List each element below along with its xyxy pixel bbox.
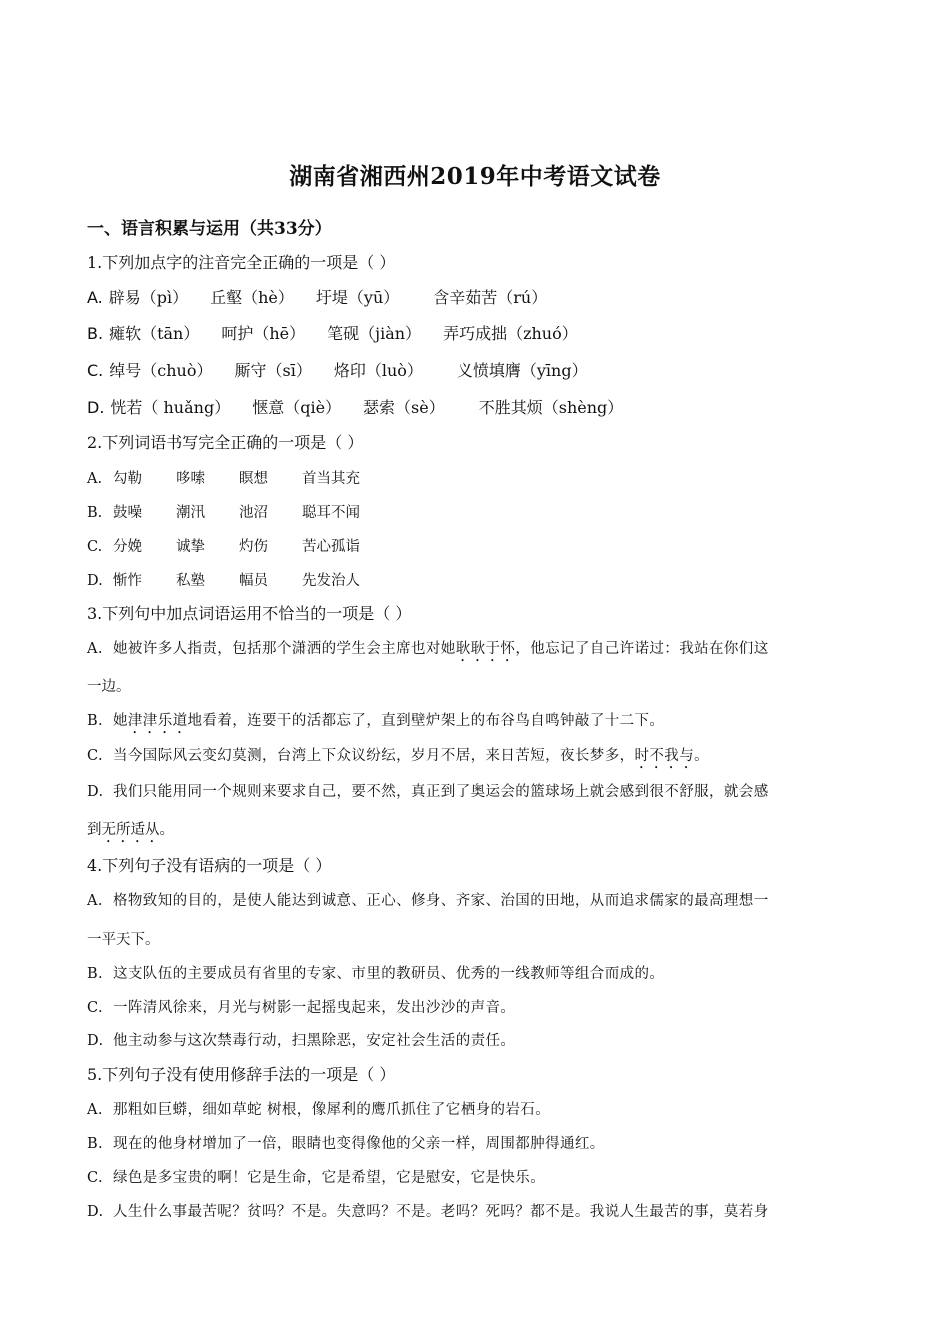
option-text: 他主动参与这次禁毒行动，扫黑除恶，安定社会生活的责任。: [113, 1033, 516, 1049]
question-1-stem: 1.下列加点字的注音完全正确的一项是（ ）: [87, 253, 396, 272]
option-word: 惬意（qiè）: [252, 398, 342, 417]
option-word: 池沼: [239, 505, 268, 521]
option-word: 瑟索（sè）: [363, 398, 445, 417]
option-word: 义愤填膺（yīng）: [456, 361, 588, 380]
option-letter: C.: [87, 1170, 103, 1186]
option-letter: B.: [87, 1136, 104, 1152]
option-word: 不胜其烦（shèng）: [478, 398, 624, 417]
question-4-option-d: [87, 1029, 515, 1050]
option-word: 瞑想: [239, 471, 268, 487]
option-letter: A.: [87, 641, 103, 657]
option-letter: B.: [87, 966, 104, 982]
question-2-option-c: [87, 535, 360, 556]
question-2-option-d: [87, 569, 360, 590]
dotted-word: 时不我与: [634, 748, 695, 764]
exam-title: 湖南省湘西州2019年中考语文试卷: [289, 163, 661, 190]
question-4-option-a: [87, 889, 769, 910]
question-4-option-b: [87, 962, 664, 983]
option-text: 她: [113, 713, 128, 729]
option-word: 潮汛: [176, 505, 205, 521]
option-word: 诚挚: [176, 539, 205, 555]
question-3-option-b: [87, 709, 664, 737]
question-5-option-b: [87, 1132, 605, 1153]
question-5-option-a: [87, 1098, 550, 1119]
question-5-option-d: [87, 1200, 769, 1221]
section-heading: 一、语言积累与运用（共33分）: [87, 219, 332, 239]
option-text: 现在的他身材增加了一倍，眼睛也变得像他的父亲一样，周围都肿得通红。: [113, 1136, 605, 1152]
question-2-stem: 2.下列词语书写完全正确的一项是（ ）: [87, 433, 364, 452]
option-word: 灼伤: [239, 539, 268, 555]
question-5-option-c: [87, 1166, 545, 1187]
question-2-option-b: [87, 501, 360, 522]
option-letter: C.: [87, 539, 103, 555]
option-text: 当今国际风云变幻莫测，台湾上下众议纷纭，岁月不居，来日苦短，夜长梦多，: [113, 748, 635, 764]
option-letter: B.: [87, 505, 103, 521]
option-word: 笔砚（jiàn）: [327, 324, 422, 343]
option-text: 绿色是多宝贵的啊！它是生命，它是希望，它是慰安，它是快乐。: [113, 1170, 546, 1186]
option-text: ，他忘记了自己许诺过：我站在你们这: [515, 641, 769, 657]
option-letter: A.: [87, 288, 103, 307]
option-word: 苦心孤诣: [302, 539, 360, 555]
question-3-stem: 3.下列句中加点词语运用不恰当的一项是（ ）: [87, 604, 412, 623]
option-text: 一阵清风徐来，月光与树影一起摇曳起来，发出沙沙的声音。: [113, 1000, 516, 1016]
option-letter: B.: [87, 324, 104, 343]
dotted-word: 耿耿于怀: [455, 641, 516, 657]
question-4-option-c: [87, 996, 515, 1017]
option-letter: C.: [87, 1000, 103, 1016]
option-letter: D.: [87, 1033, 104, 1049]
option-text: 。: [694, 748, 710, 764]
option-word: 勾勒: [113, 471, 142, 487]
question-3-option-c: [87, 744, 709, 772]
option-text: 。: [159, 822, 174, 838]
option-word: 辟易（pì）: [108, 288, 189, 307]
option-text: 格物致知的目的，是使人能达到诚意、正心、修身、齐家、治国的田地，从而追求儒家的最高理想一: [113, 893, 769, 909]
option-text: 她被许多人指责，包括那个潇洒的学生会主席也对她: [113, 641, 456, 657]
question-3-option-a: [87, 637, 769, 665]
option-word: 哆嗦: [176, 471, 205, 487]
question-1-option-d: [87, 395, 623, 418]
option-word: 分娩: [113, 539, 142, 555]
option-letter: D.: [87, 784, 104, 800]
option-text: 那粗如巨蟒，细如草蛇 树根，像犀利的鹰爪抓住了它栖身的岩石。: [113, 1102, 551, 1118]
question-1-option-b: [87, 321, 578, 344]
option-word: 聪耳不闻: [302, 505, 360, 521]
question-1-option-a: [87, 285, 547, 308]
option-text: 到: [87, 822, 102, 838]
option-text: 这支队伍的主要成员有省里的专家、市里的教研员、优秀的一线教师等组合而成的。: [113, 966, 665, 982]
option-word: 恍若（ huǎng）: [110, 398, 231, 417]
option-text: 我们只能用同一个规则来要求自己，要不然，真正到了奥运会的篮球场上就会感到很不舒服，就会感: [113, 784, 769, 800]
option-word: 私塾: [176, 573, 205, 589]
option-word: 绰号（chuò）: [109, 361, 213, 380]
option-word: 惭怍: [113, 573, 142, 589]
option-word: 含辛茹苦（rú）: [433, 288, 548, 307]
option-letter: A.: [87, 1102, 103, 1118]
option-text: 地看着，连要干的活都忘了，直到壁炉架上的布谷鸟自鸣钟敲了十二下。: [187, 713, 665, 729]
option-word: 烙印（luò）: [333, 361, 423, 380]
question-4-stem: 4.下列句子没有语病的一项是（ ）: [87, 856, 332, 875]
question-2-option-a: [87, 467, 360, 488]
question-4-option-a-cont: 一平天下。: [87, 932, 160, 948]
option-word: 圩堤（yū）: [315, 288, 400, 307]
option-word: 弄巧成拙（zhuó）: [443, 324, 578, 343]
dotted-word: 无所适从: [101, 822, 160, 838]
question-3-option-d: [87, 780, 769, 801]
option-letter: D.: [87, 398, 105, 417]
option-word: 幅员: [239, 573, 268, 589]
option-word: 鼓噪: [113, 505, 142, 521]
question-3-option-a-cont: 一边。: [87, 679, 131, 695]
option-word: 首当其充: [302, 471, 360, 487]
option-word: 丘壑（hè）: [210, 288, 294, 307]
option-letter: D.: [87, 1204, 104, 1220]
option-letter: C.: [87, 361, 104, 380]
option-letter: A.: [87, 471, 103, 487]
dotted-word: 津津乐道: [127, 713, 188, 729]
option-word: 呵护（hē）: [221, 324, 306, 343]
option-word: 先发治人: [302, 573, 360, 589]
option-letter: A.: [87, 893, 103, 909]
option-letter: C.: [87, 748, 103, 764]
option-letter: B.: [87, 713, 104, 729]
option-word: 瘫软（tān）: [109, 324, 200, 343]
option-text: 人生什么事最苦呢？贫吗？不是。失意吗？不是。老吗？死吗？都不是。我说人生最苦的事，莫若身: [113, 1204, 769, 1220]
question-1-option-c: [87, 358, 588, 381]
question-3-option-d-cont: [87, 818, 174, 846]
question-5-stem: 5.下列句子没有使用修辞手法的一项是（ ）: [87, 1065, 396, 1084]
option-letter: D.: [87, 573, 103, 589]
option-word: 厮守（sī）: [234, 361, 312, 380]
